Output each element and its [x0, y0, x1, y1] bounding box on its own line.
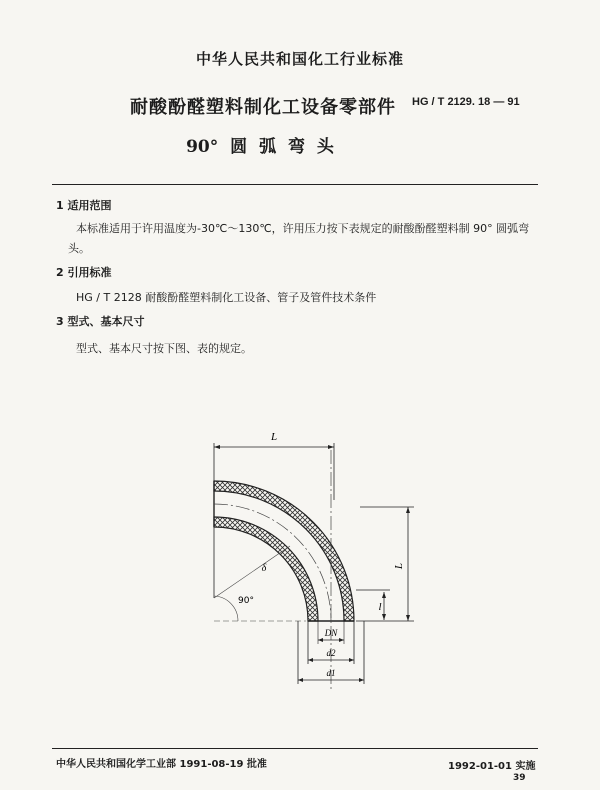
approval-line: 中华人民共和国化学工业部 1991-08-19 批准 [56, 759, 267, 770]
section-body-dimensions: 型式、基本尺寸按下图、表的规定。 [76, 342, 252, 355]
section-body-scope: 本标准适用于许用温度为-30℃～130℃，许用压力按下表规定的耐酸酚醛塑料制 90° 圆弧弯头。 [68, 222, 530, 255]
label-angle: 90° [238, 596, 254, 606]
section-heading-scope: 1 适用范围 [56, 199, 112, 212]
label-d1: d1 [326, 668, 336, 678]
label-l: l [378, 601, 382, 613]
document-subtitle: 90° 圆 弧 弯 头 [186, 137, 334, 157]
document-title: 耐酸酚醛塑料制化工设备零部件 [130, 97, 396, 118]
standard-number: HG / T 2129. 18 — 91 [412, 96, 520, 108]
effective-date: 1992-01-01 实施 [448, 761, 536, 772]
label-dn: DN [324, 628, 338, 638]
label-L-top: L [270, 431, 278, 443]
issuing-organization: 中华人民共和国化工行业标准 [195, 50, 404, 68]
label-d2: d2 [326, 648, 336, 658]
section-body-references: HG / T 2128 耐酸酚醛塑料制化工设备、管子及管件技术条件 [76, 291, 377, 304]
radius-line-diagonal [214, 546, 290, 598]
footer-divider [52, 748, 538, 749]
page-number: 39 [513, 773, 526, 783]
section-heading-dimensions: 3 型式、基本尺寸 [56, 315, 145, 328]
label-L-side: L [393, 562, 405, 570]
section-heading-references: 2 引用标准 [56, 266, 112, 279]
angle-arc [214, 596, 238, 621]
label-thickness: δ [261, 563, 267, 574]
